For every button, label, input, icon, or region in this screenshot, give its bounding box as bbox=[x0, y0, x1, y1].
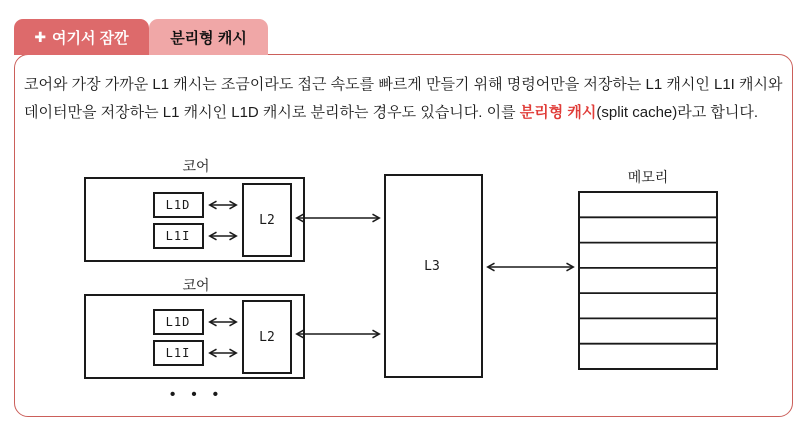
body-line-2-post: (split cache)라고 합니다. bbox=[596, 104, 759, 121]
body-line-2-pre: 데이터만을 저장하는 L1 캐시인 L1D 캐시로 분리하는 경우도 있습니다. 이를 bbox=[24, 104, 520, 121]
core2-label: 코어 bbox=[182, 277, 210, 293]
memory-box bbox=[579, 192, 717, 369]
tab-topic-title bbox=[149, 19, 268, 55]
split-cache-highlight: 분리형 캐시 bbox=[519, 104, 597, 121]
tab-here-a-moment bbox=[14, 19, 149, 55]
l3-label: L3 bbox=[424, 259, 440, 274]
core1-l1i-label: L1I bbox=[165, 229, 191, 243]
more-cores-ellipsis: • • • bbox=[169, 386, 225, 403]
core1-l2-label: L2 bbox=[259, 213, 275, 228]
cache-diagram bbox=[0, 140, 808, 417]
core2-l1i-label: L1I bbox=[165, 346, 191, 360]
body-text bbox=[24, 71, 796, 127]
core1-label: 코어 bbox=[182, 158, 210, 174]
body-line-1: 코어와 가장 가까운 L1 캐시는 조금이라도 접근 속도를 빠르게 만들기 위해 명령어만을 저장하는 L1 캐시인 L1I 캐시와 bbox=[24, 76, 783, 93]
body-line-2 bbox=[24, 99, 796, 127]
tab-badge-label: 여기서 잠깐 bbox=[52, 29, 129, 47]
memory-label: 메모리 bbox=[627, 169, 669, 185]
l3-box bbox=[385, 175, 482, 377]
core2-l1d-label: L1D bbox=[165, 315, 191, 329]
core1-l1d-label: L1D bbox=[165, 198, 191, 212]
core2-l2-label: L2 bbox=[259, 330, 275, 345]
plus-icon: ✚ bbox=[34, 29, 47, 45]
tab-title-label: 분리형 캐시 bbox=[170, 29, 247, 47]
